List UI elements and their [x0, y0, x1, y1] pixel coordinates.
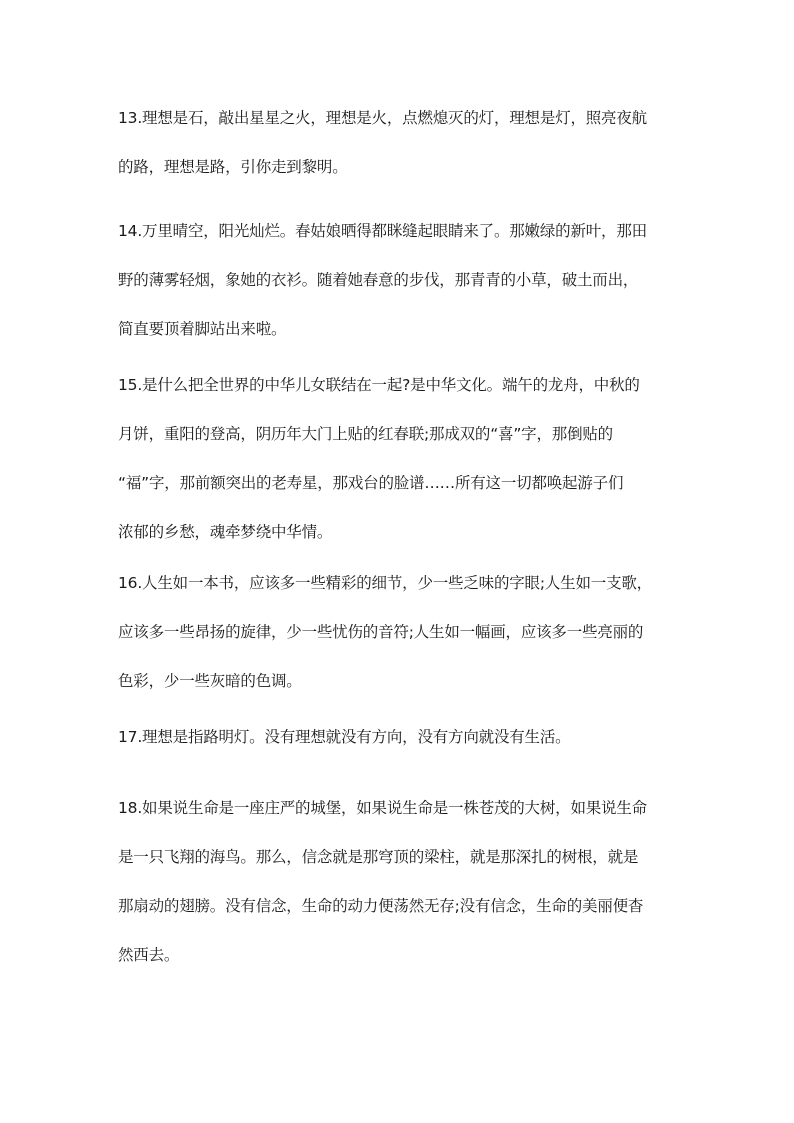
- paragraph-line: 18.如果说生命是一座庄严的城堡，如果说生命是一株苍茂的大树，如果说生命: [118, 799, 647, 817]
- paragraph-line: 应该多一些昂扬的旋律，少一些忧伤的音符;人生如一幅画，应该多一些亮丽的: [118, 623, 644, 641]
- paragraph-13: [118, 107, 698, 205]
- paragraph-line: 的路，理想是路，引你走到黎明。: [118, 158, 348, 176]
- paragraph-line: 16.人生如一本书，应该多一些精彩的细节，少一些乏味的字眼;人生如一支歌，: [118, 574, 652, 592]
- paragraph-14: [118, 220, 698, 367]
- paragraph-line: 然西去。: [118, 946, 180, 964]
- paragraph-line: 月饼，重阳的登高，阴历年大门上贴的红春联;那成双的“喜”字，那倒贴的: [118, 425, 613, 443]
- paragraph-16: [118, 572, 698, 719]
- paragraph-line: 17.理想是指路明灯。没有理想就没有方向，没有方向就没有生活。: [118, 728, 571, 746]
- paragraph-line: 13.理想是石，敲出星星之火，理想是火，点燃熄灭的灯，理想是灯，照亮夜航: [118, 109, 647, 127]
- paragraph-17: [118, 726, 698, 775]
- paragraph-line: 野的薄雾轻烟，象她的衣衫。随着她春意的步伐，那青青的小草，破土而出，: [118, 271, 639, 289]
- paragraph-line: 15.是什么把全世界的中华儿女联结在一起?是中华文化。端午的龙舟，中秋的: [118, 376, 640, 394]
- paragraph-line: 那扇动的翅膀。没有信念，生命的动力便荡然无存;没有信念，生命的美丽便杳: [118, 897, 644, 915]
- paragraph-line: 是一只飞翔的海鸟。那么，信念就是那穹顶的梁柱，就是那深扎的树根，就是: [118, 848, 639, 866]
- paragraph-15: [118, 374, 698, 570]
- paragraph-line: “福”字，那前额突出的老寿星，那戏台的脸谱……所有这一切都唤起游子们: [118, 474, 624, 492]
- paragraph-line: 简直要顶着脚站出来啦。: [118, 320, 287, 338]
- paragraph-line: 浓郁的乡愁，魂牵梦绕中华情。: [118, 523, 333, 541]
- paragraph-line: 14.万里晴空，阳光灿烂。春姑娘晒得都眯缝起眼睛来了。那嫩绿的新叶，那田: [118, 222, 647, 240]
- paragraph-line: 色彩，少一些灰暗的色调。: [118, 672, 302, 690]
- paragraph-18: [118, 797, 698, 993]
